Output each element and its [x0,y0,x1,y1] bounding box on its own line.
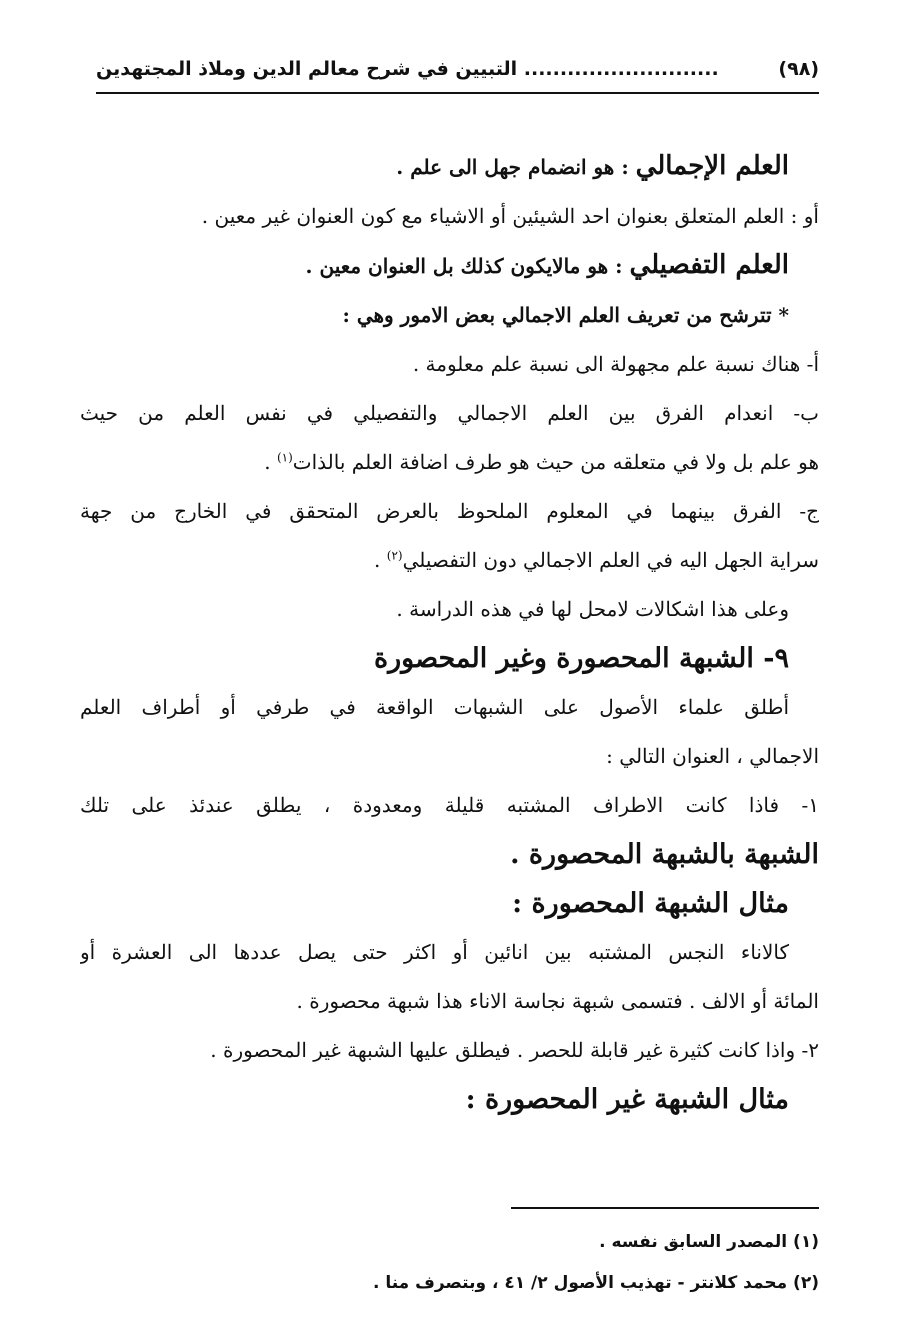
para3-line1: كالاناء النجس المشتبه بين انائين أو اكثر حتى يصل عددها الى العشرة أو [80,940,789,964]
para4-line1: ٢- واذا كانت كثيرة غير قابلة للحصر . فيطلق عليها الشبهة غير المحصورة . [210,1038,819,1062]
item-a: أ- هناك نسبة علم مجهولة الى نسبة علم معلومة . [412,352,819,376]
para2-line1: ١- فاذا كانت الاطراف المشتبه قليلة ومعدودة ، يطلق عندئذ على تلك [80,793,819,817]
tafsili-term: العلم التفصيلي [629,250,789,280]
para2-line2: الشبهة بالشبهة المحصورة . [510,839,819,870]
item-c-end: . [374,548,387,572]
ijmali-def: : هو انضمام جهل الى علم . [396,155,636,179]
footnote-divider [511,1207,819,1209]
book-title: ........................... التبيين في شرح معالم الدين وملاذ المجتهدين [96,58,719,80]
ijmali-definition [80,142,819,192]
example2-heading: مثال الشبهة غير المحصورة : [465,1084,789,1115]
item-c-line2 [80,536,819,585]
item-b-line1: ب- انعدام الفرق بين العلم الاجمالي والتفصيلي في نفس العلم من حيث [80,401,819,425]
running-header [96,56,819,94]
footnote-ref-1: (١) [276,450,293,465]
consequences-intro: * تترشح من تعريف العلم الاجمالي بعض الامور وهي : [342,303,789,327]
page-body [80,142,819,1124]
alt-definition: أو : العلم المتعلق بعنوان احد الشيئين أو الاشياء مع كون العنوان غير معين . [201,204,819,228]
footnote-1: (١) المصدر السابق نفسه . [599,1232,819,1252]
para1-line2: الاجمالي ، العنوان التالي : [606,744,819,768]
example1-heading: مثال الشبهة المحصورة : [512,888,789,919]
para1-line1: أطلق علماء الأصول على الشبهات الواقعة في طرفي أو أطراف العلم [80,695,789,719]
footnote-2: (٢) محمد كلانتر - تهذيب الأصول ٢/ ٤١ ، وبتصرف منا . [372,1273,819,1293]
ijmali-term: العلم الإجمالي [635,151,789,181]
item-b-text: هو علم بل ولا في متعلقه من حيث هو طرف اضافة العلم بالذات [292,450,819,474]
para3-line2: المائة أو الالف . فتسمى شبهة نجاسة الاناء هذا شبهة محصورة . [296,989,819,1013]
note-line: وعلى هذا اشكالات لامحل لها في هذه الدراسة . [396,597,789,621]
footnote-ref-2: (٢) [386,548,403,563]
item-c-text: سراية الجهل اليه في العلم الاجمالي دون التفصيلي [402,548,819,572]
page-number: (٩٨) [778,58,819,80]
item-b-line2 [80,438,819,487]
footnotes [96,1222,819,1304]
section-heading: ٩- الشبهة المحصورة وغير المحصورة [373,643,789,674]
item-c-line1: ج- الفرق بينهما في المعلوم الملحوظ بالعرض المتحقق في الخارج من جهة [80,499,819,523]
tafsili-definition [80,241,819,291]
item-b-end: . [264,450,277,474]
tafsili-def: : هو مالايكون كذلك بل العنوان معين . [305,254,630,278]
